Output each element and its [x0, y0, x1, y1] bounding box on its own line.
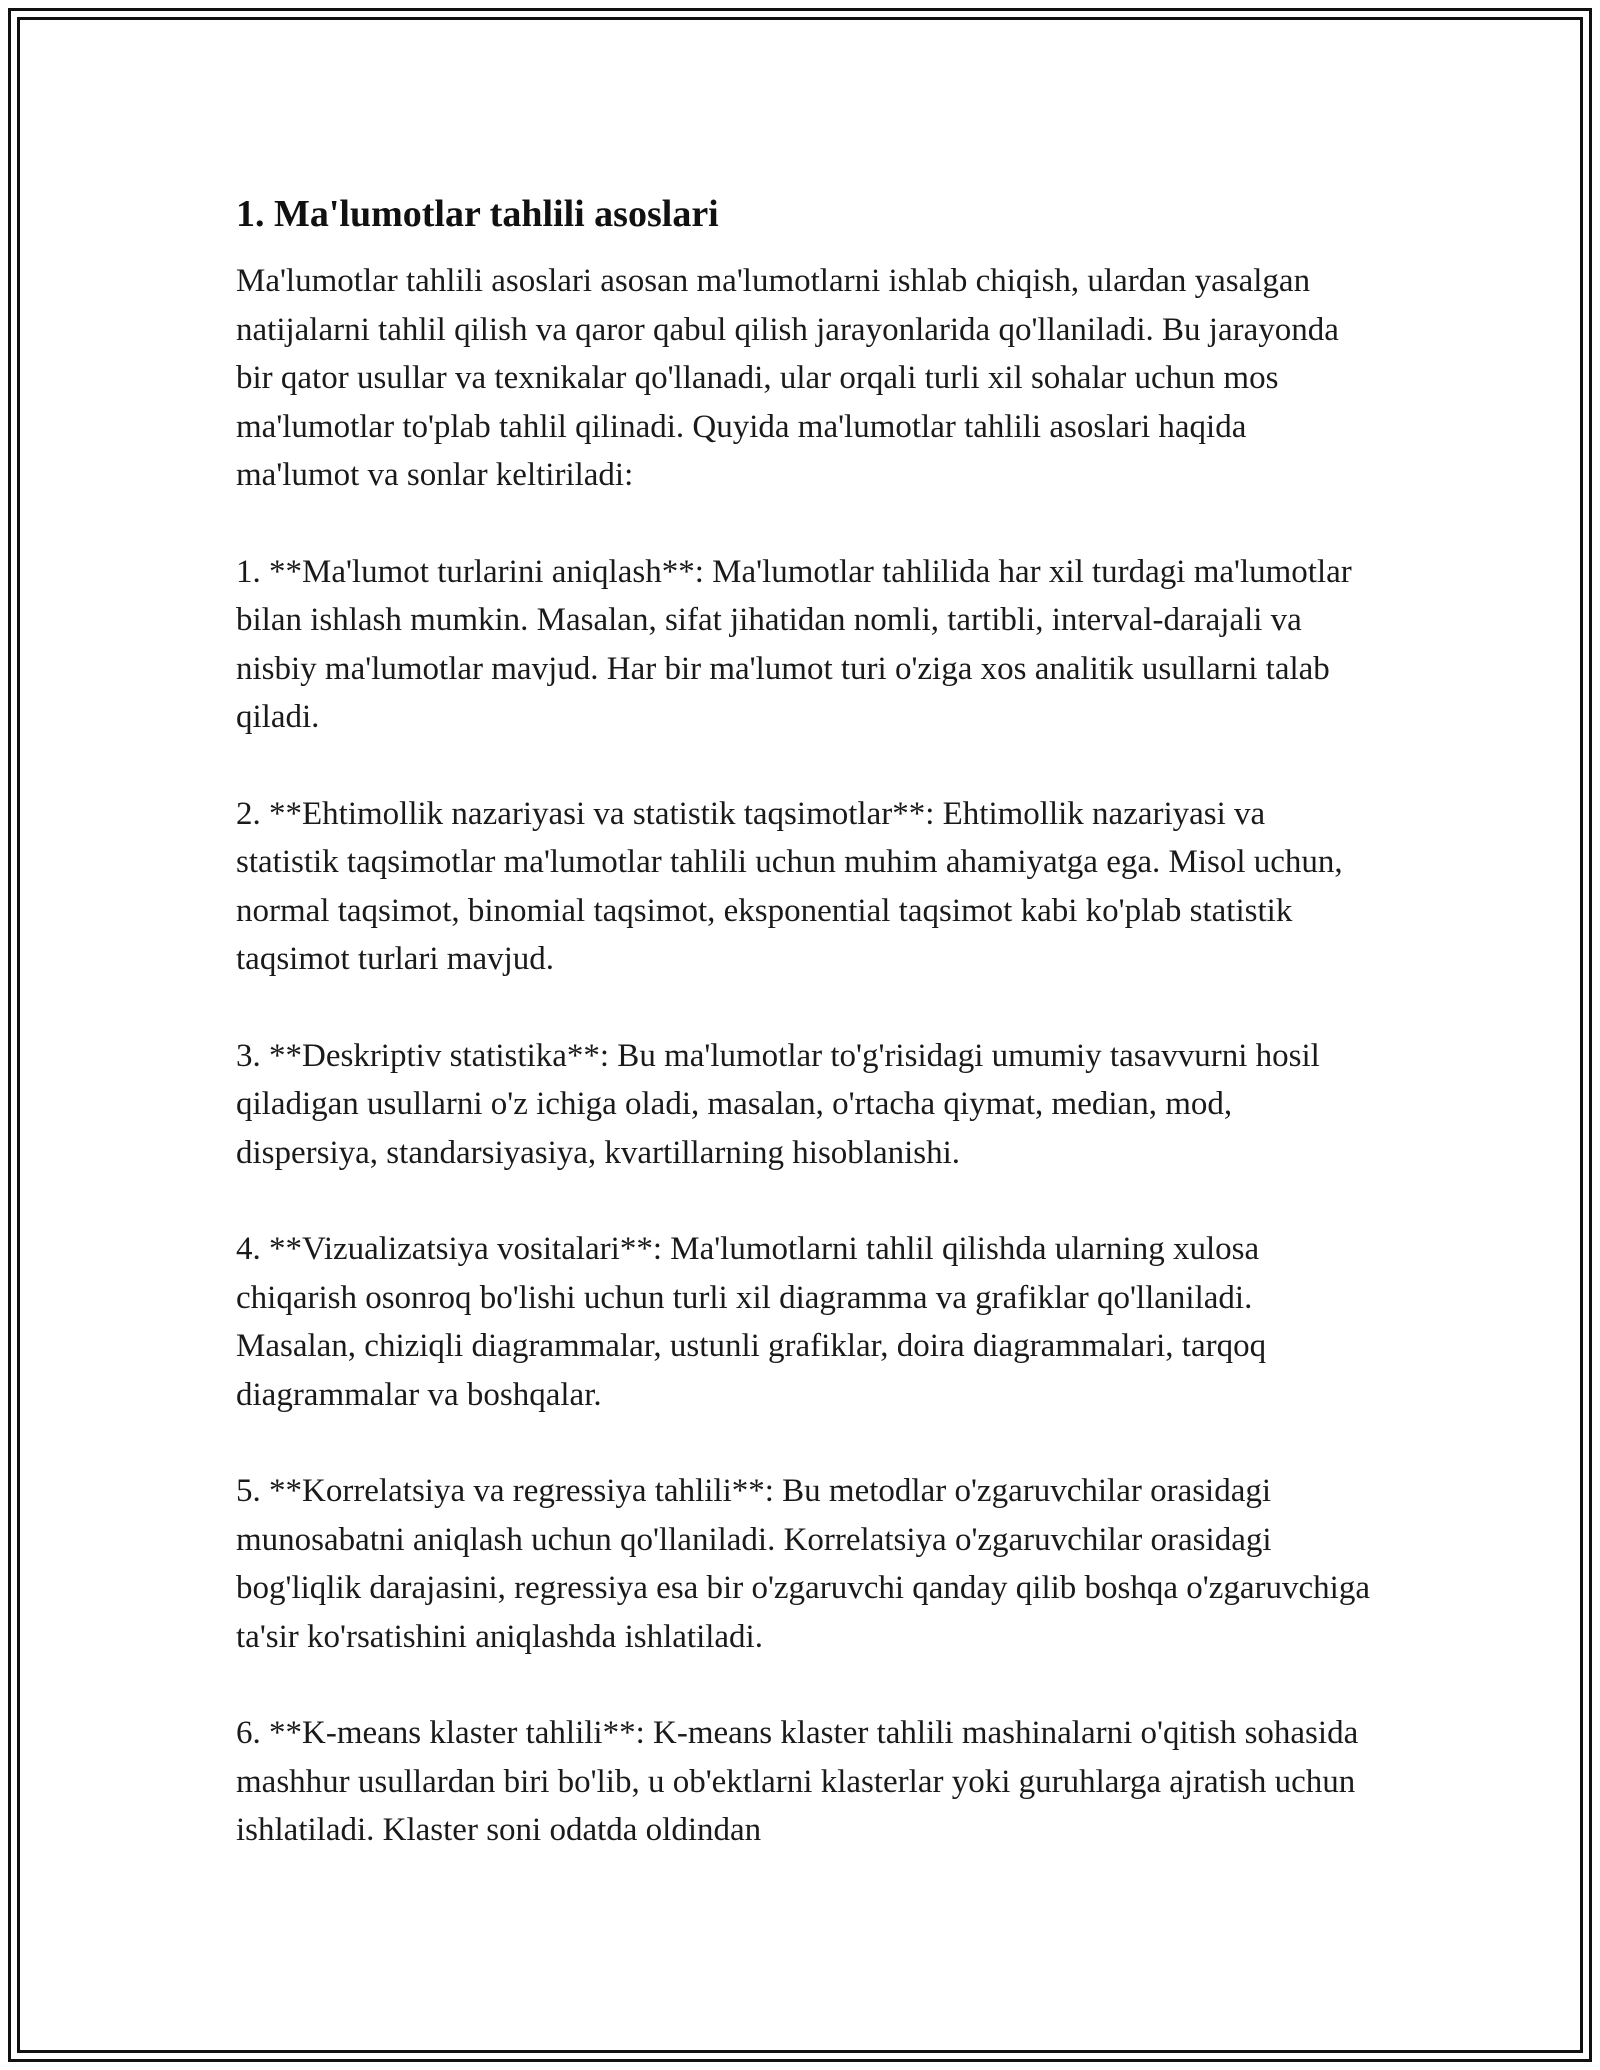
list-item-5: 5. **Korrelatsiya va regressiya tahlili**: Bu metodlar o'zgaruvchilar orasidagi munosabatni aniqlash uchun qo'llaniladi. Korrelatsiya o'zgaruvchilar orasidagi bog'liqlik darajasini, regressiya esa bir o'zgaruvchi qanday qilib boshqa o'zgaruvchiga ta'sir ko'rsatishini aniqlashda ishlatiladi.: [236, 1473, 1370, 1655]
list-item-6: 6. **K-means klaster tahlili**: K-means klaster tahlili mashinalarni o'qitish sohasida mashhur usullardan biri bo'lib, u ob'ektlarni klasterlar yoki guruhlarga ajratish uchun ishlatiladi. Klaster soni odatda oldindan: [236, 1715, 1359, 1848]
document-body: [236, 185, 1376, 1855]
list-item-4: 4. **Vizualizatsiya vositalari**: Ma'lumotlarni tahlil qilishda ularning xulosa chiqarish osonroq bo'lishi uchun turli xil diagramma va grafiklar qo'llaniladi. Masalan, chiziqli diagrammalar, ustunli grafiklar, doira diagrammalari, tarqoq diagrammalar va boshqalar.: [236, 1231, 1267, 1413]
list-item-3: 3. **Deskriptiv statistika**: Bu ma'lumotlar to'g'risidagi umumiy tasavvurni hosil qiladigan usullarni o'z ichiga oladi, masalan, o'rtacha qiymat, median, mod, dispersiya, standarsiyasiya, kvartillarning hisoblanishi.: [236, 1037, 1320, 1171]
section-heading: 1. Ma'lumotlar tahlili asoslari: [236, 193, 719, 235]
list-item-2: 2. **Ehtimollik nazariyasi va statistik taqsimotlar**: Ehtimollik nazariyasi va statistik taqsimotlar ma'lumotlar tahlili uchun muhim ahamiyatga ega. Misol uchun, normal taqsimot, binomial taqsimot, eksponential taqsimot kabi ko'plab statistik taqsimot turlari mavjud.: [236, 795, 1343, 977]
intro-paragraph: Ma'lumotlar tahlili asoslari asosan ma'lumotlarni ishlab chiqish, ulardan yasalgan natijalarni tahlil qilish va qaror qabul qilish jarayonlarida qo'llaniladi. Bu jarayonda bir qator usullar va texnikalar qo'llanadi, ular orqali turli xil sohalar uchun mos ma'lumotlar to'plab tahlil qilinadi. Quyida ma'lumotlar tahlili asoslari haqida ma'lumot va sonlar keltiriladi:: [236, 263, 1339, 493]
list-item-1: 1. **Ma'lumot turlarini aniqlash**: Ma'lumotlar tahlilida har xil turdagi ma'lumotlar bilan ishlash mumkin. Masalan, sifat jihatidan nomli, tartibli, interval-darajali va nisbiy ma'lumotlar mavjud. Har bir ma'lumot turi o'ziga xos analitik usullarni talab qiladi.: [236, 553, 1352, 735]
